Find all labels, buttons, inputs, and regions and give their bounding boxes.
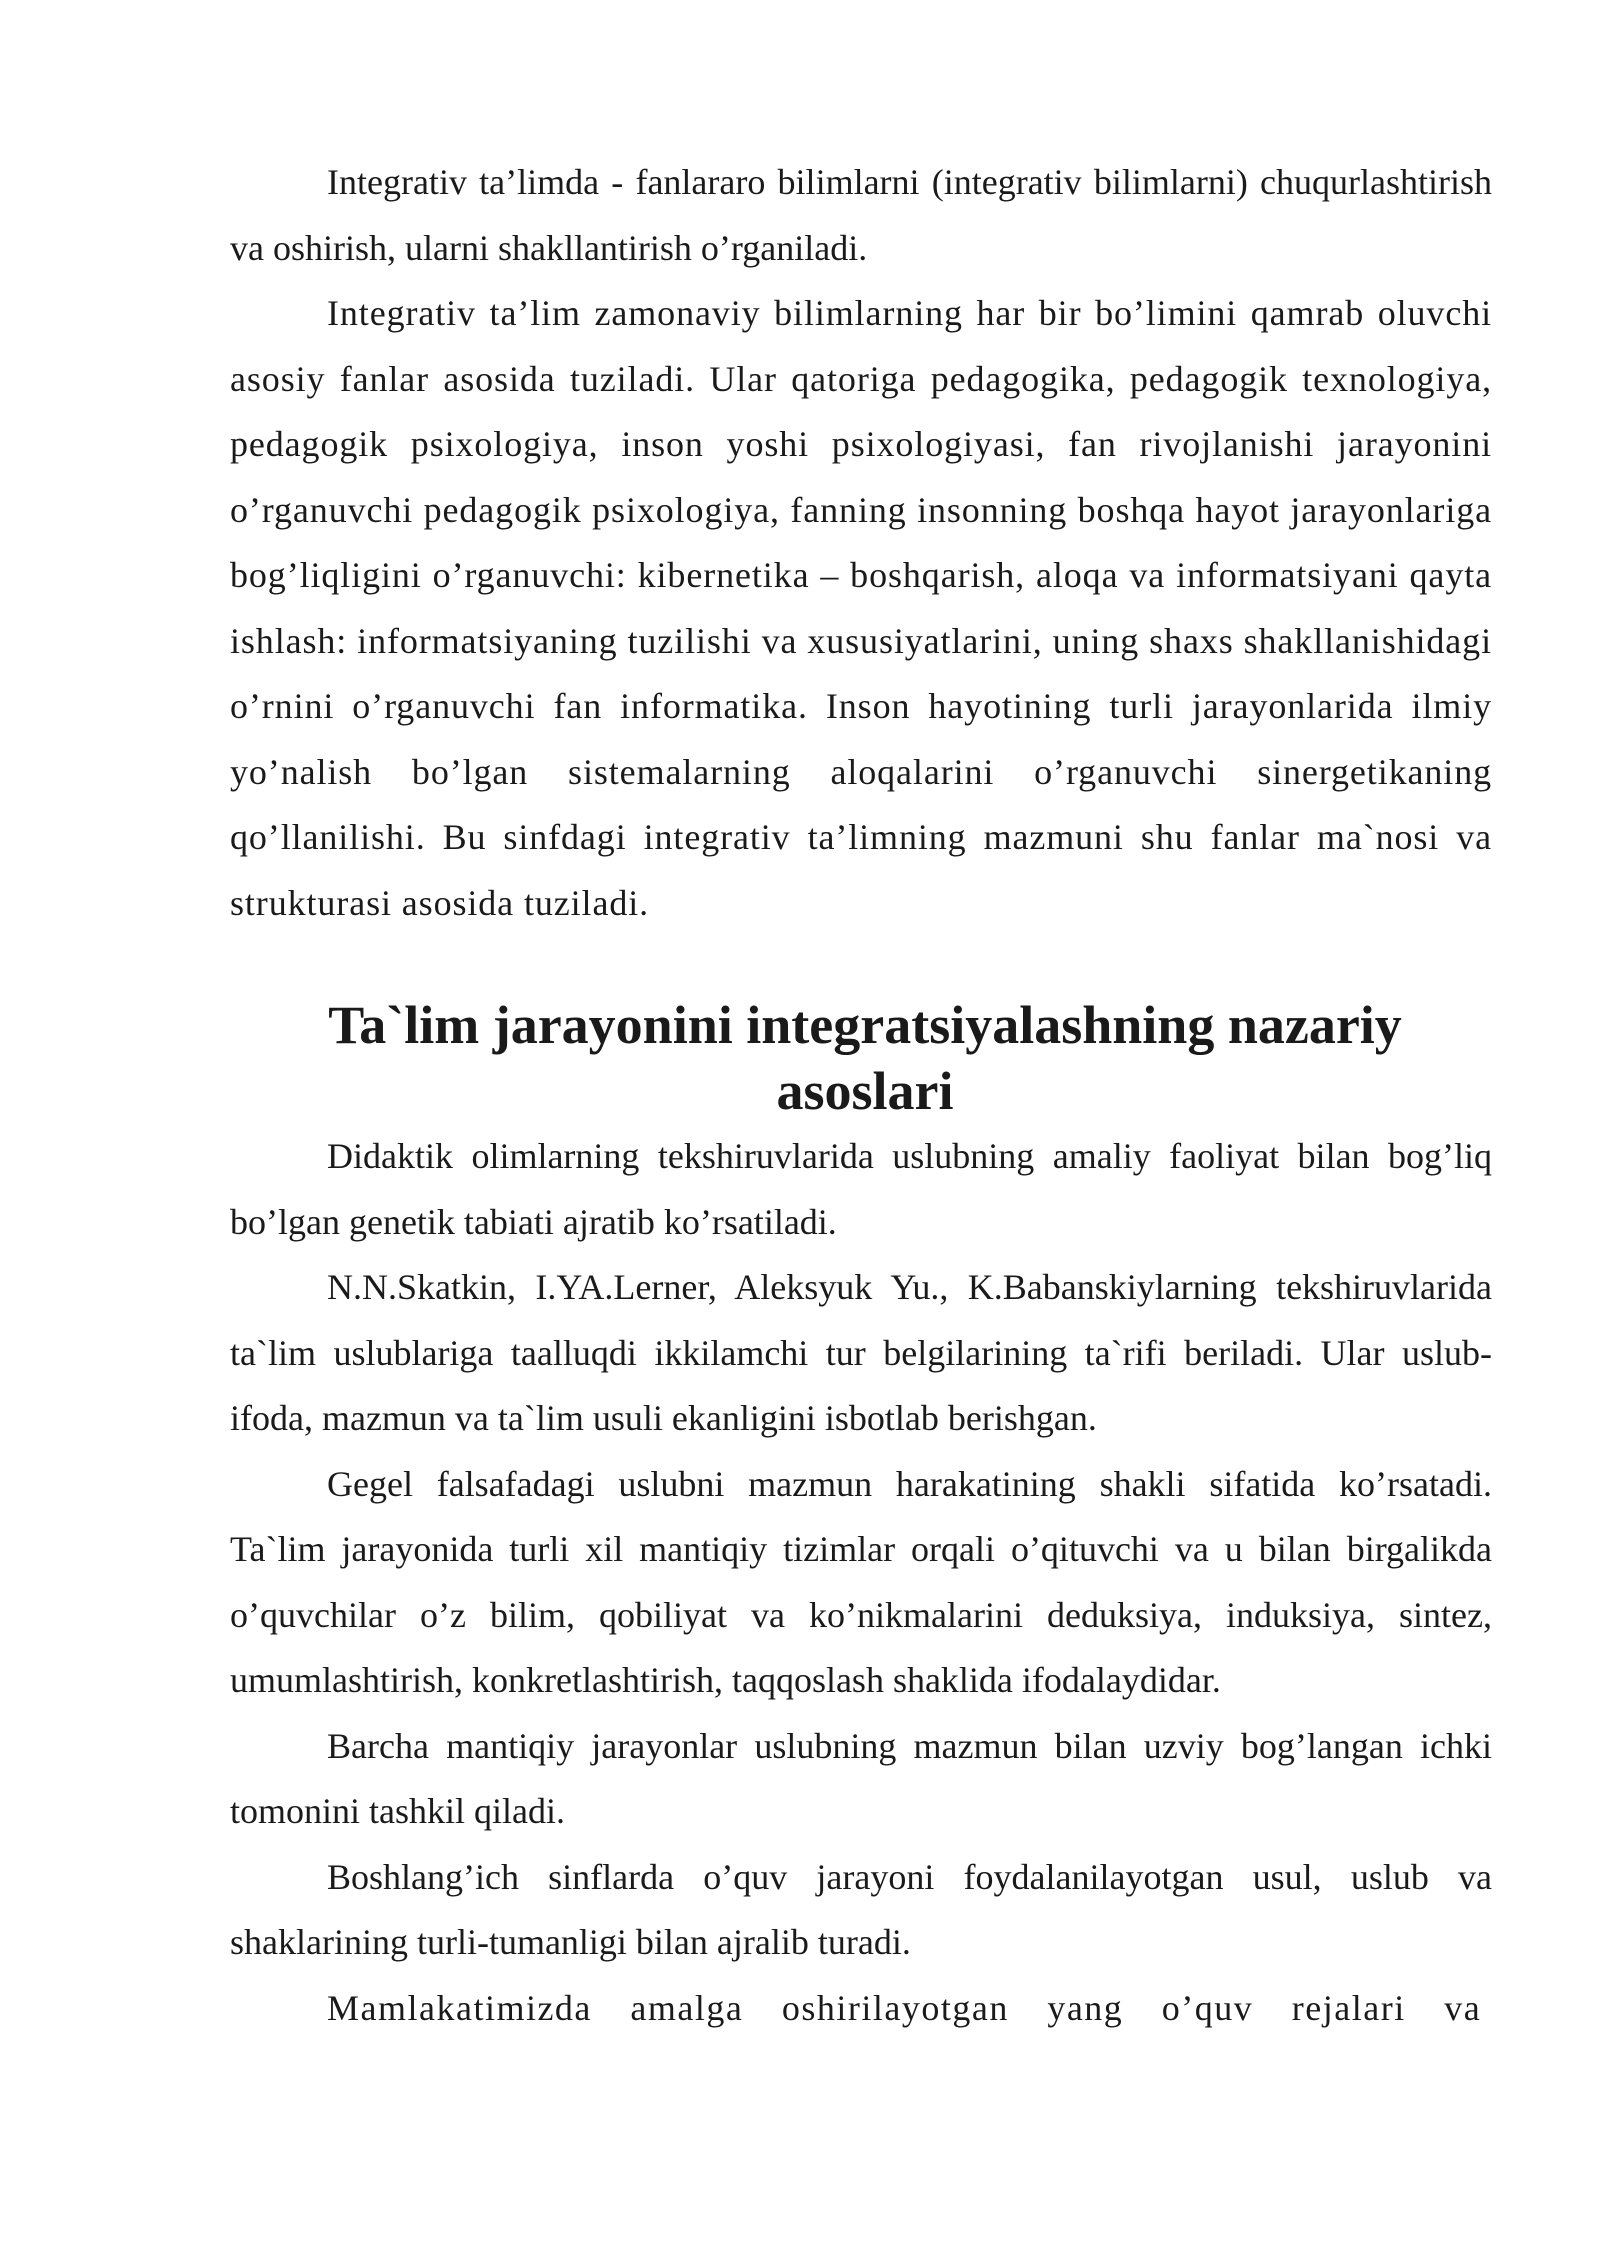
paragraph-gegel: Gegel falsafadagi uslubni mazmun harakatining shakli sifatida ko’rsatadi. Ta`lim jarayonida turli xil mantiqiy tizimlar orqali o’qituvchi va u bilan birgalikda o’quvchilar o’z bilim, qobiliyat va ko’nikmalarini deduksiya, induksiya, sintez, umumlashtirish, konkretlashtirish, taqqoslash shaklida ifodalaydidar. (230, 1463, 1492, 1700)
paragraph-didaktik-olimlar: Didaktik olimlarning tekshiruvlarida uslubning amaliy faoliyat bilan bog’liq bo’lgan genetik tabiati ajratib ko’rsatiladi. (230, 1136, 1492, 1242)
paragraph-integrativ-talim-definition: Integrativ ta’limda - fanlararo bilimlarni (integrativ bilimlarni) chuqurlashtirish va oshirish, ularni shakllantirish o’rganiladi. (230, 162, 1492, 268)
paragraph-mantiqiy-jarayonlar: Barcha mantiqiy jarayonlar uslubning mazmun bilan uzviy bog’langan ichki tomonini tashkil qiladi. (230, 1725, 1492, 1831)
paragraph-skatkin-lerner: N.N.Skatkin, I.YA.Lerner, Aleksyuk Yu., K.Babanskiylarning tekshiruvlarida ta`lim uslublariga taalluqdi ikkilamchi tur belgilarining ta`rifi beriladi. Ular uslub-ifoda, mazmun va ta`lim usuli ekanligini isbotlab berishgan. (230, 1267, 1492, 1438)
paragraph-boshlangich-sinflar: Boshlang’ich sinflarda o’quv jarayoni foydalanilayotgan usul, uslub va shaklarining turli-tumanligi bilan ajralib turadi. (230, 1856, 1492, 1962)
document-page (230, 150, 1492, 2041)
section-heading: Ta`lim jarayonini integratsiyalashning nazariy asoslari (328, 995, 1402, 1121)
paragraph-integrativ-talim-sciences: Integrativ ta’lim zamonaviy bilimlarning har bir bo’limini qamrab oluvchi asosiy fanlar asosida tuziladi. Ular qatoriga pedagogika, pedagogik texnologiya, pedagogik psixologiya, inson yoshi psixologiyasi, fan rivojlanishi jarayonini o’rganuvchi pedagogik psixologiya, fanning insonning boshqa hayot jarayonlariga bog’liqligini o’rganuvchi: kibernetika – boshqarish, aloqa va informatsiyani qayta ishlash: informatsiyaning tuzilishi va xususiyatlarini, uning shaxs shakllanishidagi o’rnini o’rganuvchi fan informatika. Inson hayotining turli jarayonlarida ilmiy yo’nalish bo’lgan sistemalarning aloqalarini o’rganuvchi sinergetikaning qo’llanilishi. Bu sinfdagi integrativ ta’limning mazmuni shu fanlar ma`nosi va strukturasi asosida tuziladi. (230, 293, 1492, 923)
paragraph-mamlakatimizda: Mamlakatimizda amalga oshirilayotgan yang o’quv rejalari va (327, 1987, 1482, 2028)
